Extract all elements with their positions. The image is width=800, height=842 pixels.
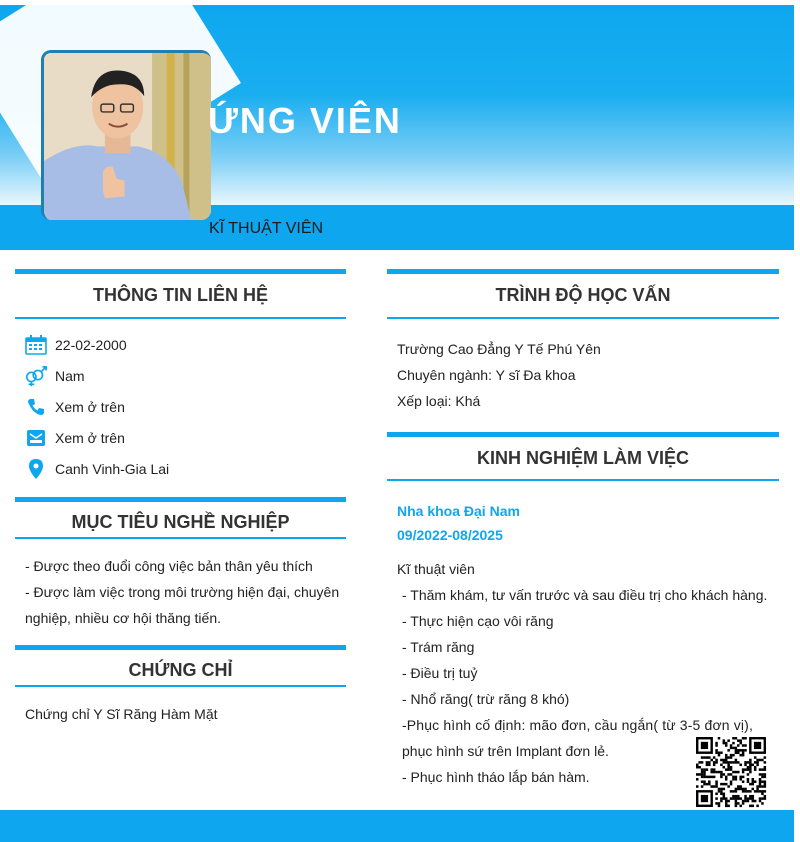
duty-item: -Phục hình cố định: mão đơn, cầu ngắn( từ 3-5 đơn vị),	[402, 717, 754, 733]
objective-line: nghiệp, nhiều cơ hội thăng tiến.	[25, 610, 221, 626]
avatar	[41, 50, 211, 220]
contact-item-phone	[24, 396, 125, 418]
certificates-section-title	[15, 645, 346, 687]
education-section-title	[387, 269, 779, 319]
duty-item: - Nhổ răng( trừ răng 8 khó)	[402, 691, 570, 707]
duty-item: - Điều trị tuỷ	[402, 665, 478, 681]
duty-item: - Phục hình tháo lắp bán hàm.	[402, 769, 590, 785]
email-text: Xem ở trên	[55, 430, 125, 446]
job-role: Kĩ thuật viên	[397, 561, 475, 577]
duty-item: - Thăm khám, tư vấn trước và sau điều trị cho khách hàng.	[402, 587, 768, 603]
certificate-item: Chứng chỉ Y Sĩ Răng Hàm Mặt	[25, 706, 218, 722]
objective-line: - Được làm việc trong môi trường hiện đại, chuyên	[25, 584, 340, 600]
duty-item: phục hình sứ trên Implant đơn lẻ.	[402, 743, 609, 759]
experience-title-text: KINH NGHIỆM LÀM VIỆC	[476, 448, 689, 468]
address-text: Canh Vinh-Gia Lai	[55, 461, 170, 477]
work-period: 09/2022-08/2025	[397, 527, 503, 543]
gender-text: Nam	[55, 368, 85, 384]
footer-bar	[0, 810, 794, 842]
company-name: Nha khoa Đại Nam	[397, 503, 520, 519]
experience-header	[397, 499, 520, 547]
objective-title-text: MỤC TIÊU NGHỀ NGHIỆP	[71, 512, 290, 532]
major: Chuyên ngành: Y sĩ Đa khoa	[397, 367, 576, 383]
candidate-name: ỨNG VIÊN	[208, 100, 402, 141]
experience-section-title	[387, 432, 779, 481]
contact-item-birthdate	[24, 334, 127, 356]
contact-item-address	[24, 458, 169, 480]
contact-item-email	[24, 427, 125, 449]
phone-text: Xem ở trên	[55, 399, 125, 415]
calendar-icon	[24, 334, 48, 356]
duty-item: - Thực hiện cạo vôi răng	[402, 613, 554, 629]
contact-item-gender	[24, 365, 85, 387]
objective-section-title	[15, 497, 346, 539]
contact-section-title	[15, 269, 346, 319]
objective-line: - Được theo đuổi công việc bản thân yêu thích	[25, 558, 313, 574]
duty-item: - Trám răng	[402, 639, 475, 655]
certificates-title-text: CHỨNG CHỈ	[128, 660, 233, 680]
gender-icon	[24, 365, 48, 387]
education-content	[397, 336, 601, 414]
school-name: Trường Cao Đẳng Y Tế Phú Yên	[397, 341, 601, 357]
qr-code-icon	[693, 734, 769, 810]
phone-icon	[24, 396, 48, 418]
avatar-illustration	[44, 53, 211, 220]
candidate-position: KĨ THUẬT VIÊN	[209, 220, 324, 237]
email-icon	[24, 427, 48, 449]
objective-content	[25, 553, 345, 631]
birthdate-text: 22-02-2000	[55, 337, 127, 353]
location-pin-icon	[24, 458, 48, 480]
education-title-text: TRÌNH ĐỘ HỌC VẤN	[495, 285, 671, 305]
contact-title-text: THÔNG TIN LIÊN HỆ	[93, 285, 268, 305]
grade: Xếp loại: Khá	[397, 393, 481, 409]
qr-code	[693, 734, 769, 810]
